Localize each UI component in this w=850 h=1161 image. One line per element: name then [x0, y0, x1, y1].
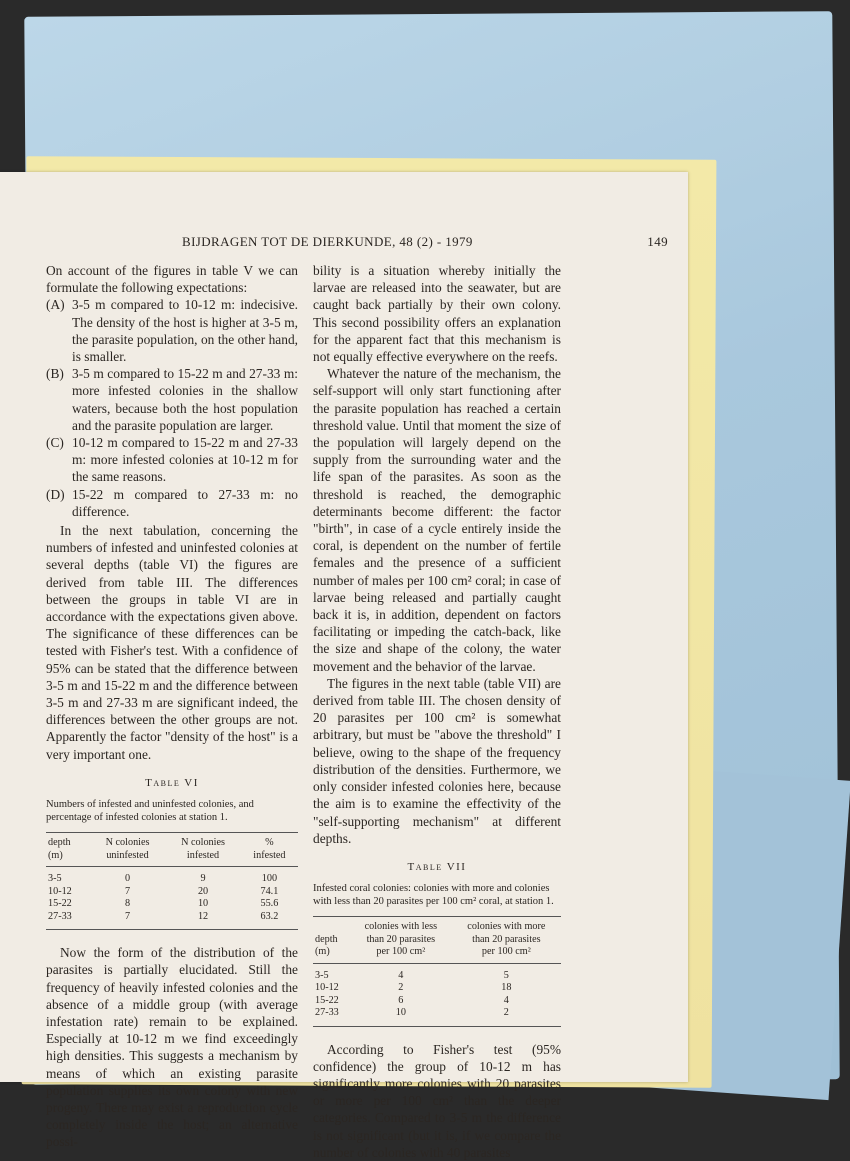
body-paragraph: According to Fisher's test (95% confidence) the group of 10-12 m has significantly more colonies with 20 parasites or more per 100 cm² than the deeper categories. Compared to 3-5 m the difference is not significant (but it is, if we compare the number of colonies with 40 parasites: [313, 1041, 561, 1160]
column-header: depth (m): [48, 837, 71, 861]
table-title: Table VI: [145, 776, 199, 789]
journal-title: BIJDRAGEN TOT DE DIERKUNDE, 48 (2) - 1979: [182, 234, 473, 249]
column-header: N colonies infested: [181, 837, 225, 861]
table-caption: Numbers of infested and uninfested colonies, and percentage of infested colonies at station 1.: [46, 799, 254, 824]
body-paragraph: Now the form of the distribution of the parasites is partially elucidated. Still the frequency of heavily infested colonies and the absence of a middle group (with average infestation rate) remain to be explained. Especially at 10-12 m we find exceedingly high densities. This suggests a mechanism by means of which an existing parasite population supplies its own colony with new progeny. There may exist a reproduction cycle completely inside the host; an alternative possi-: [46, 945, 298, 1150]
left-column: [46, 262, 298, 1151]
document-page: [0, 172, 688, 1160]
body-paragraph: Whatever the nature of the mechanism, the self-support will only start functioning after the parasite population has reached a certain threshold value. Until that moment the size of the population will largely depend on the supply from the surrounding water and the life span of the parasites. As soon as the threshold is reached, the demographic determinants become different: the factor "birth", in case of a cycle entirely inside the coral, is dependent on the number of fertile females and the presence of a sufficient number of males per 100 cm² coral; in case of larvae being released and partially caught back it is, in addition, dependent on factors facilitating or impeding the catch-back, like the size and shape of the colony, the water movement and the behavior of the larvae.: [313, 366, 561, 674]
expectation-item: (B) 3-5 m compared to 15-22 m and 27-33 m: more infested colonies in the shallow waters, because both the host population and the parasite population are larger.: [46, 366, 298, 433]
table-row: 10-12 2 18: [315, 982, 512, 994]
table-row: 15-22 8 10 55.6: [48, 898, 279, 910]
table-row: 10-12 7 20 74.1: [48, 885, 279, 897]
table-vi: [46, 832, 298, 930]
table-row: 27-33 7 12 63.2: [48, 910, 279, 922]
body-paragraph: bility is a situation whereby initially the larvae are released into the seawater, but are caught back partially by their own colony. This second possibility offers an explanation for the apparent fact that this mechanism is not equally effective everywhere on the reefs.: [313, 263, 561, 365]
table-row: 27-33 10 2: [315, 1007, 509, 1019]
right-column: [313, 262, 561, 1161]
expectation-item: (D) 15-22 m compared to 27-33 m: no difference.: [46, 486, 298, 519]
body-paragraph: In the next tabulation, concerning the numbers of infested and uninfested colonies at several depths (table VI) the figures are derived from table III. The differences between the groups in table VI are in accordance with the expectations given above. The significance of these differences can be tested with Fisher's test. With a confidence of 95% can be stated that the difference between 3-5 m and 15-22 m and the difference between 3-5 m and 27-33 m are significant indeed, the differences between the other groups are not. Apparently the factor "density of the host" is a very important one.: [46, 523, 298, 762]
column-header: colonies with less than 20 parasites per 100 cm²: [364, 921, 438, 958]
table-row: 15-22 6 4: [315, 994, 509, 1006]
column-header: colonies with more than 20 parasites per 100 cm²: [467, 921, 546, 958]
column-header: N colonies uninfested: [105, 837, 150, 861]
running-header: [182, 234, 668, 250]
table-title: Table VII: [407, 860, 467, 873]
column-header: depth (m): [315, 933, 338, 958]
expectation-item: (C) 10-12 m compared to 15-22 m and 27-33 m: more infested colonies at 10-12 m for the same reasons.: [46, 435, 298, 485]
table-row: 3-5 0 9 100: [48, 873, 278, 885]
column-header: % infested: [253, 837, 286, 861]
table-vii: [313, 916, 561, 1027]
expectation-item: (A) 3-5 m compared to 10-12 m: indecisive. The density of the host is higher at 3-5 m, the parasite population, on the other hand, is smaller.: [46, 297, 298, 365]
intro-paragraph: On account of the figures in table V we can formulate the following expectations:: [46, 263, 298, 296]
table-caption: Infested coral colonies: colonies with more and colonies with less than 20 parasites per 100 cm² coral, at station 1.: [313, 883, 554, 908]
body-paragraph: The figures in the next table (table VII) are derived from table III. The chosen density of 20 parasites per 100 cm² is somewhat arbitrary, but must be "above the threshold" I believe, owing to the shape of the frequency distribution of the densities. Furthermore, we only consider infested colonies here, because the aim is to examine the effectivity of the "self-supporting mechanism" at different depths.: [313, 675, 561, 846]
page-number: 149: [647, 234, 668, 249]
table-row: 3-5 4 5: [315, 969, 509, 981]
